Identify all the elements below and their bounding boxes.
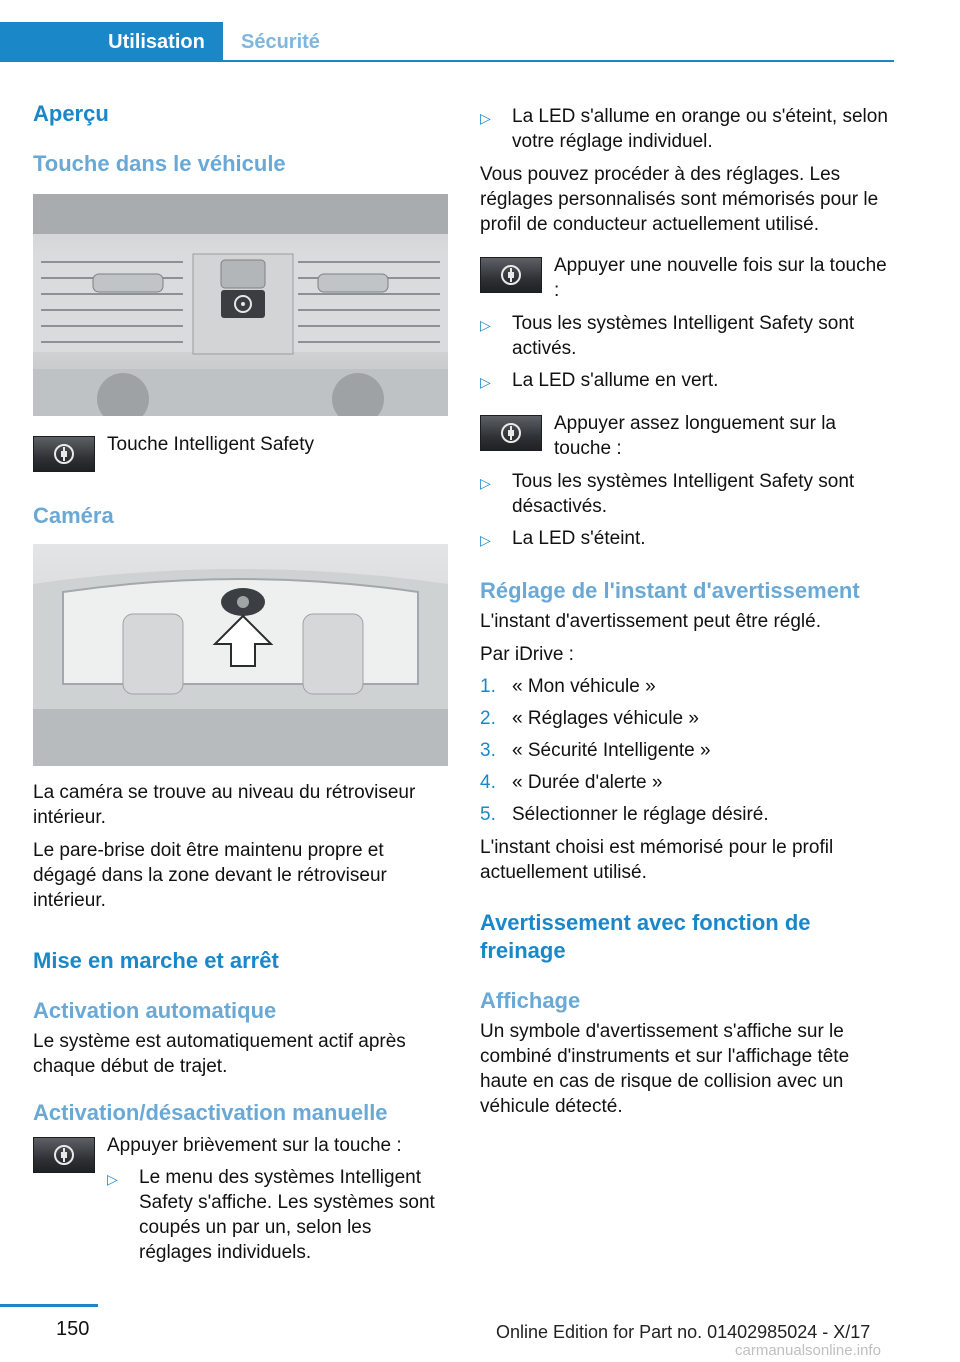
camera-location-text: La caméra se trouve au niveau du rétroviseur intérieur.: [33, 782, 416, 828]
auto-activation-text: Le système est automatiquement actif après chaque début de trajet.: [33, 1031, 406, 1077]
right-column: [480, 104, 895, 1119]
heading-activation-manuelle: Activation/désactivation manuelle: [33, 1100, 388, 1125]
key-text-again: Appuyer une nouvelle fois sur la touche :: [554, 255, 887, 301]
step-text: « Durée d'alerte »: [512, 772, 663, 793]
heading-mise-en-marche: Mise en marche et arrêt: [33, 948, 279, 973]
heading-apercu: Aperçu: [33, 101, 109, 126]
key-text-brief: [107, 1133, 448, 1265]
triangle-bullet-icon: ▷: [107, 1171, 118, 1187]
step-number: 5.: [480, 804, 496, 825]
bullet-led-off-text: La LED s'éteint.: [512, 528, 646, 549]
key-row-brief: [33, 1133, 448, 1265]
triangle-bullet-icon: ▷: [480, 374, 491, 390]
step-number: 3.: [480, 740, 496, 761]
bullet-led-orange: [480, 104, 895, 154]
step-text: Sélectionner le réglage désiré.: [512, 804, 769, 825]
windshield-clean-text: Le pare-brise doit être maintenu propre et dégagé dans la zone devant le rétroviseur intérieur.: [33, 840, 387, 911]
idrive-steps-list: [480, 674, 895, 827]
triangle-bullet-icon: ▷: [480, 475, 491, 491]
heading-reglage-instant: Réglage de l'instant d'avertissement: [480, 578, 860, 603]
display-text: Un symbole d'avertissement s'affiche sur le combiné d'instruments et sur l'affichage tête haute en cas de risque de collision avec un véhicule détecté.: [480, 1021, 850, 1117]
bullet-led-off: [480, 526, 895, 553]
memorised-text: L'instant choisi est mémorisé pour le profil actuellement utilisé.: [480, 837, 834, 883]
intelligent-safety-key-icon: [33, 1137, 95, 1173]
left-column: [33, 100, 448, 1265]
key-instruction-brief: Appuyer brièvement sur la touche :: [107, 1135, 402, 1156]
bullet-activated-text: Tous les systèmes Intelligent Safety sont activés.: [512, 313, 855, 359]
warning-time-text: L'instant d'avertissement peut être réglé.: [480, 611, 821, 632]
dashboard-key-photo: [33, 194, 448, 416]
step-number: 4.: [480, 772, 496, 793]
edition-text: Online Edition for Part no. 01402985024 - X/17: [496, 1322, 871, 1342]
key-row-long: [480, 411, 895, 461]
heading-camera: Caméra: [33, 503, 114, 528]
triangle-bullet-icon: ▷: [480, 317, 491, 333]
tab-utilisation[interactable]: Utilisation: [0, 22, 223, 62]
bullet-led-green-text: La LED s'allume en vert.: [512, 370, 719, 391]
footer-rule: [0, 1304, 98, 1307]
intelligent-safety-key-row: [33, 432, 448, 472]
intelligent-safety-key-icon: [480, 257, 542, 293]
key-text-long: Appuyer assez longuement sur la touche :: [554, 413, 836, 459]
heading-touche-vehicule: Touche dans le véhicule: [33, 151, 286, 176]
header-tabs: [0, 22, 894, 62]
heading-avertissement-freinage: Avertissement avec fonction de freinage: [480, 910, 811, 963]
watermark: carmanualsonline.info: [735, 1342, 881, 1359]
list-item: [480, 770, 895, 795]
step-text: « Réglages véhicule »: [512, 708, 699, 729]
idrive-text: Par iDrive :: [480, 644, 574, 665]
triangle-bullet-icon: ▷: [480, 110, 491, 126]
bullet-menu: [107, 1165, 448, 1265]
bullet-led-orange-text: La LED s'allume en orange ou s'éteint, selon votre réglage individuel.: [512, 106, 888, 152]
camera-illustration: [33, 544, 448, 766]
list-item: [480, 706, 895, 731]
step-text: « Sécurité Intelligente »: [512, 740, 711, 761]
header-rule: [0, 60, 894, 62]
bullet-led-green: [480, 368, 895, 395]
list-item: [480, 674, 895, 699]
step-number: 1.: [480, 676, 496, 697]
list-item: [480, 738, 895, 763]
key-label: Touche Intelligent Safety: [107, 434, 315, 455]
heading-activation-auto: Activation automatique: [33, 998, 277, 1023]
camera-photo: [33, 544, 448, 766]
intelligent-safety-key-icon: [480, 415, 542, 451]
step-number: 2.: [480, 708, 496, 729]
heading-affichage: Affichage: [480, 988, 581, 1013]
key-row-again: [480, 253, 895, 303]
tab-securite[interactable]: Sécurité: [241, 30, 320, 53]
intelligent-safety-key-icon: [33, 436, 95, 472]
page-number: 150: [56, 1318, 90, 1340]
dashboard-illustration: [33, 194, 448, 416]
list-item: [480, 802, 895, 827]
settings-text: Vous pouvez procéder à des réglages. Les réglages personnalisés sont mémorisés pour le profil de conducteur actuellement utilisé.: [480, 164, 879, 235]
bullet-menu-text: Le menu des systèmes Intelligent Safety s'affiche. Les systèmes sont coupés un par un, selon les réglages individuels.: [139, 1167, 435, 1263]
triangle-bullet-icon: ▷: [480, 532, 491, 548]
step-text: « Mon véhicule »: [512, 676, 656, 697]
bullet-activated: [480, 311, 895, 361]
bullet-deactivated-text: Tous les systèmes Intelligent Safety sont désactivés.: [512, 471, 855, 517]
bullet-deactivated: [480, 469, 895, 519]
